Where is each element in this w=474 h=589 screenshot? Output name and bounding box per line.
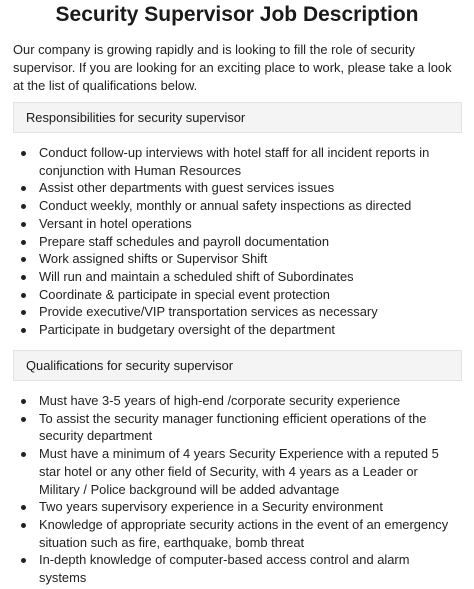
list-item bbox=[21, 498, 451, 516]
list-item bbox=[21, 215, 451, 233]
list-item bbox=[21, 179, 451, 197]
responsibilities-header bbox=[13, 102, 462, 133]
list-item bbox=[21, 321, 451, 339]
list-item-text: Assist other departments with guest services issues bbox=[39, 180, 335, 196]
list-item-text: Conduct weekly, monthly or annual safety inspections as directed bbox=[39, 198, 412, 214]
responsibilities-list bbox=[21, 144, 451, 339]
bullet-icon bbox=[21, 558, 26, 563]
list-item bbox=[21, 410, 451, 445]
qualifications-header bbox=[13, 350, 462, 381]
bullet-icon bbox=[21, 399, 26, 404]
responsibilities-header-label: Responsibilities for security supervisor bbox=[26, 110, 246, 125]
list-item-text: Must have a minimum of 4 years Security Experience with a reputed 5 star hotel or any other field of Security, with 4 years as a Leader or Military / Police background will be added advantage bbox=[39, 446, 439, 497]
qualifications-header-label: Qualifications for security supervisor bbox=[26, 358, 234, 373]
list-item bbox=[21, 303, 451, 321]
bullet-icon bbox=[21, 505, 26, 510]
bullet-icon bbox=[21, 151, 26, 156]
bullet-icon bbox=[21, 204, 26, 209]
intro-paragraph: Our company is growing rapidly and is looking to fill the role of security supervisor. If you are looking for an exciting place to work, please take a look at the list of qualifications below. bbox=[13, 42, 452, 93]
list-item-text: Coordinate & participate in special event protection bbox=[39, 286, 330, 302]
page-title: Security Supervisor Job Description bbox=[55, 3, 419, 26]
list-item-text: Must have 3-5 years of high-end /corporate security experience bbox=[39, 393, 401, 408]
list-item bbox=[21, 551, 451, 586]
list-item-text: Provide executive/VIP transportation services as necessary bbox=[39, 304, 378, 320]
list-item bbox=[21, 445, 451, 498]
bullet-icon bbox=[21, 417, 26, 422]
bullet-icon bbox=[21, 275, 26, 280]
list-item bbox=[21, 268, 451, 286]
list-item-text: Knowledge of appropriate security actions in the event of an emergency situation such as fire, earthquake, bomb threat bbox=[39, 516, 449, 550]
list-item bbox=[21, 197, 451, 215]
list-item-text: Will run and maintain a scheduled shift of Subordinates bbox=[39, 268, 354, 284]
qualifications-list bbox=[21, 392, 451, 587]
bullet-icon bbox=[21, 257, 26, 262]
bullet-icon bbox=[21, 328, 26, 333]
list-item-text: Versant in hotel operations bbox=[39, 215, 192, 231]
list-item bbox=[21, 144, 451, 179]
list-item bbox=[21, 392, 451, 410]
list-item-text: In-depth knowledge of computer-based access control and alarm systems bbox=[39, 552, 410, 586]
list-item bbox=[21, 516, 451, 551]
bullet-icon bbox=[21, 293, 26, 298]
bullet-icon bbox=[21, 452, 26, 457]
list-item-text: Conduct follow-up interviews with hotel staff for all incident reports in conjunction with Human Resources bbox=[39, 145, 430, 178]
bullet-icon bbox=[21, 186, 26, 191]
list-item-text: Two years supervisory experience in a Security environment bbox=[39, 499, 383, 515]
bullet-icon bbox=[21, 222, 26, 227]
bullet-icon bbox=[21, 310, 26, 315]
list-item bbox=[21, 233, 451, 251]
bullet-icon bbox=[21, 523, 26, 528]
list-item-text: Participate in budgetary oversight of the department bbox=[39, 322, 335, 338]
list-item-text: To assist the security manager functioning efficient operations of the security department bbox=[39, 410, 427, 444]
list-item bbox=[21, 250, 451, 268]
list-item bbox=[21, 286, 451, 304]
bullet-icon bbox=[21, 240, 26, 245]
list-item-text: Work assigned shifts or Supervisor Shift bbox=[39, 251, 268, 267]
list-item-text: Prepare staff schedules and payroll documentation bbox=[39, 233, 329, 249]
